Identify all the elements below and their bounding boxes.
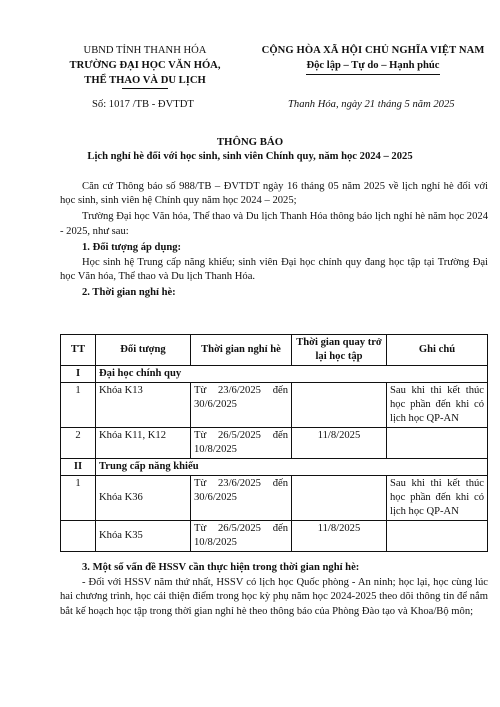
row-time: Từ 23/6/2025 đến 30/6/2025 [191, 383, 292, 428]
group-label: Đại học chính quy [96, 366, 488, 383]
paragraph-subjects: Học sinh hệ Trung cấp năng khiếu; sinh viên Đại học chính quy đang học tập tại Trường Đại học Văn hóa, Thể thao và Du lịch Thanh Hóa. [60, 257, 488, 283]
row-time: Từ 23/6/2025 đến 30/6/2025 [191, 476, 292, 521]
document-body-continued [60, 560, 488, 621]
row-note [387, 428, 488, 459]
table-group-row [61, 366, 488, 383]
paragraph-basis: Căn cứ Thông báo số 988/TB – ĐVTDT ngày 16 tháng 05 năm 2025 về lịch nghỉ hè đối với học sinh, sinh viên hệ Chính quy năm học 2024 – 2025; [60, 181, 488, 207]
document-subtitle: Lịch nghỉ hè đối với học sinh, sinh viên Chính quy, năm học 2024 – 2025 [87, 151, 413, 162]
school-name-line1: TRƯỜNG ĐẠI HỌC VĂN HÓA, [69, 60, 221, 71]
row-note: Sau khi thi kết thúc học phần đến khi có lịch học QP-AN [387, 476, 488, 521]
header-tt: TT [61, 335, 96, 366]
section-heading-2: 2. Thời gian nghỉ hè: [82, 287, 176, 299]
row-note [387, 521, 488, 552]
national-heading-block [258, 44, 488, 75]
header-time: Thời gian nghỉ hè [191, 335, 292, 366]
header-return: Thời gian quay trở lại học tập [292, 335, 387, 366]
school-name-line2: THỂ THAO VÀ DU LỊCH [84, 75, 206, 86]
table-row [61, 383, 488, 428]
table-header-row [61, 335, 488, 366]
row-return [292, 383, 387, 428]
document-body [60, 180, 488, 302]
table-row [61, 428, 488, 459]
section-heading-1: 1. Đối tượng áp dụng: [82, 241, 182, 253]
row-tt: 1 [61, 476, 96, 521]
row-return: 11/8/2025 [292, 428, 387, 459]
schedule-table [60, 334, 488, 552]
issuer-underline [122, 88, 168, 89]
document-number: Số: 1017 /TB - ĐVTDT [92, 99, 194, 110]
row-object: Khóa K35 [96, 521, 191, 552]
row-return: 11/8/2025 [292, 521, 387, 552]
table-row [61, 476, 488, 521]
row-object: Khóa K13 [96, 383, 191, 428]
table-group-row [61, 459, 488, 476]
row-time: Từ 26/5/2025 đến 10/8/2025 [191, 428, 292, 459]
row-return [292, 476, 387, 521]
row-tt: 1 [61, 383, 96, 428]
group-tt: I [61, 366, 96, 383]
document-title: THÔNG BÁO [216, 136, 284, 148]
group-label: Trung cấp năng khiếu [96, 459, 488, 476]
row-time: Từ 26/5/2025 đến 10/8/2025 [191, 521, 292, 552]
nation-title: CỘNG HÒA XÃ HỘI CHỦ NGHĨA VIỆT NAM [261, 45, 485, 56]
row-object: Khóa K11, K12 [96, 428, 191, 459]
issuer-block [60, 44, 230, 89]
row-tt: 2 [61, 428, 96, 459]
section-heading-3: 3. Một số vấn đề HSSV cần thực hiện trong thời gian nghỉ hè: [82, 562, 360, 573]
paragraph-first-year-notice: - Đối với HSSV năm thứ nhất, HSSV có lịch học Quốc phòng - An ninh; học lại, học cùng lúc hai chương trình, học cải thiện điểm trong học kỳ phụ năm học 2024-2025 theo dõi thông tin để nắm bắt kế hoạch học tập trong thời gian nghỉ hè theo thông báo của Phòng Đào tạo và Khoa/Bộ môn; [60, 577, 488, 617]
national-motto: Độc lập – Tự do – Hạnh phúc [306, 58, 439, 75]
row-tt [61, 521, 96, 552]
document-date: Thanh Hóa, ngày 21 tháng 5 năm 2025 [288, 99, 455, 110]
paragraph-announcement: Trường Đại học Văn hóa, Thể thao và Du lịch Thanh Hóa thông báo lịch nghỉ hè năm học 2024 - 2025, như sau: [60, 211, 488, 237]
ministry-name: UBND TỈNH THANH HÓA [83, 45, 207, 56]
row-object: Khóa K36 [96, 476, 191, 521]
header-object: Đối tượng [96, 335, 191, 366]
group-tt: II [61, 459, 96, 476]
header-note: Ghi chú [387, 335, 488, 366]
row-note: Sau khi thi kết thúc học phần đến khi có lịch học QP-AN [387, 383, 488, 428]
table-row [61, 521, 488, 552]
